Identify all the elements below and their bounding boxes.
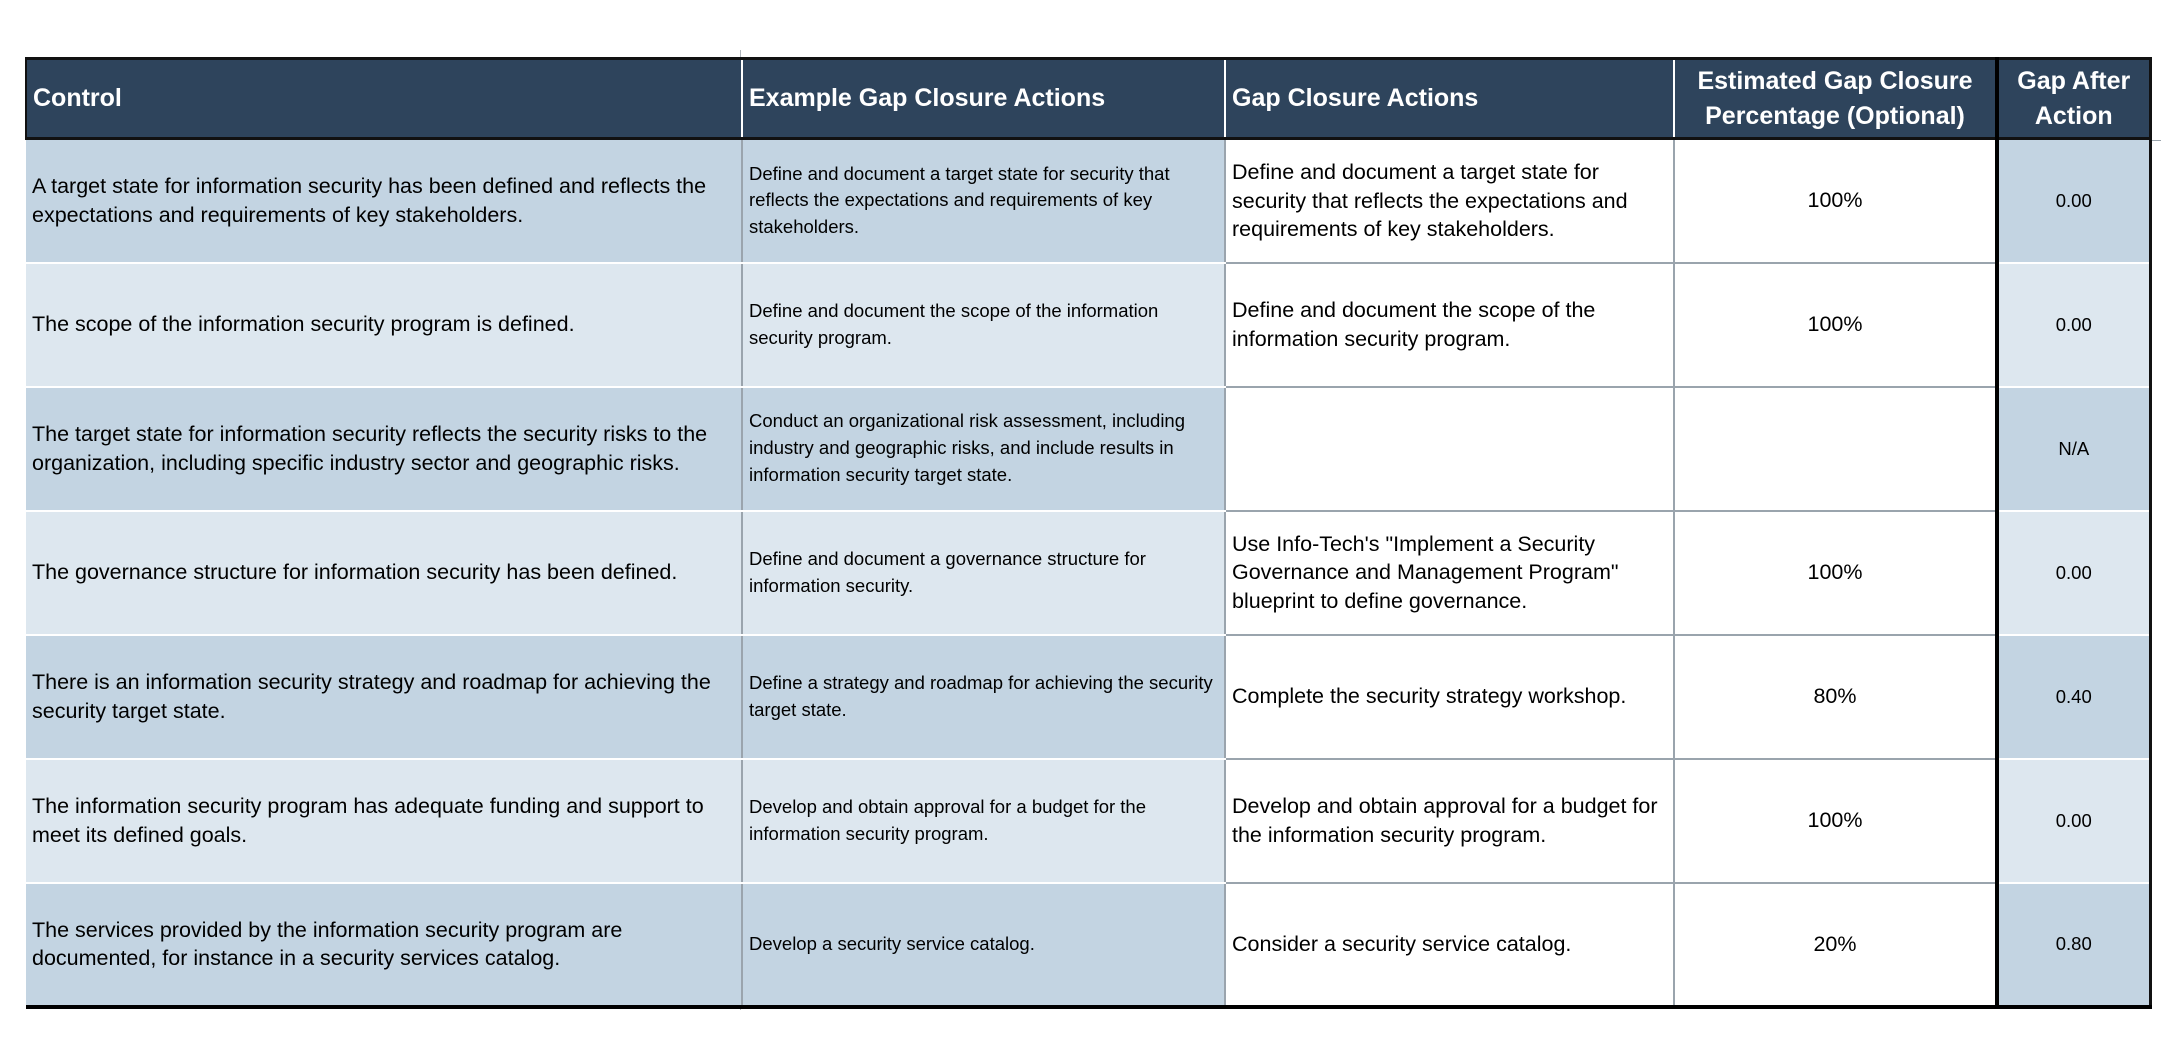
estimated-percentage-cell[interactable]: 100%	[1674, 759, 1997, 883]
table-row	[26, 883, 2150, 1007]
estimated-percentage-cell[interactable]: 100%	[1674, 511, 1997, 635]
control-cell[interactable]: There is an information security strategy and roadmap for achieving the security target state.	[26, 635, 742, 759]
gap-closure-action-cell[interactable]: Develop and obtain approval for a budget for the information security program.	[1225, 759, 1674, 883]
gap-closure-table	[25, 57, 2152, 1009]
header-row	[26, 59, 2150, 139]
table-row	[26, 139, 2150, 263]
table-row	[26, 387, 2150, 511]
header-estimated-percentage[interactable]: Estimated Gap Closure Percentage (Optional)	[1674, 59, 1997, 139]
estimated-percentage-cell[interactable]	[1674, 387, 1997, 511]
gap-after-action-cell[interactable]: 0.00	[1997, 139, 2150, 263]
gap-after-action-cell[interactable]: N/A	[1997, 387, 2150, 511]
control-cell[interactable]: The target state for information security reflects the security risks to the organization, including specific industry sector and geographic risks.	[26, 387, 742, 511]
example-action-cell[interactable]: Develop and obtain approval for a budget for the information security program.	[742, 759, 1225, 883]
header-gap-after-action[interactable]: Gap After Action	[1997, 59, 2150, 139]
estimated-percentage-cell[interactable]: 20%	[1674, 883, 1997, 1007]
control-cell[interactable]: A target state for information security has been defined and reflects the expectations and requirements of key stakeholders.	[26, 139, 742, 263]
control-cell[interactable]: The information security program has adequate funding and support to meet its defined goals.	[26, 759, 742, 883]
table-row	[26, 759, 2150, 883]
header-control[interactable]: Control	[26, 59, 742, 139]
gap-after-action-cell[interactable]: 0.00	[1997, 511, 2150, 635]
table-row	[26, 263, 2150, 387]
control-cell[interactable]: The governance structure for information security has been defined.	[26, 511, 742, 635]
estimated-percentage-cell[interactable]: 100%	[1674, 263, 1997, 387]
header-gap-closure-actions[interactable]: Gap Closure Actions	[1225, 59, 1674, 139]
example-action-cell[interactable]: Define a strategy and roadmap for achieving the security target state.	[742, 635, 1225, 759]
gap-closure-action-cell[interactable]: Consider a security service catalog.	[1225, 883, 1674, 1007]
example-action-cell[interactable]: Define and document a governance structure for information security.	[742, 511, 1225, 635]
table-row	[26, 635, 2150, 759]
gap-closure-action-cell[interactable]	[1225, 387, 1674, 511]
example-action-cell[interactable]: Develop a security service catalog.	[742, 883, 1225, 1007]
gap-closure-action-cell[interactable]: Define and document the scope of the information security program.	[1225, 263, 1674, 387]
estimated-percentage-cell[interactable]: 100%	[1674, 139, 1997, 263]
gap-closure-action-cell[interactable]: Complete the security strategy workshop.	[1225, 635, 1674, 759]
spreadsheet	[25, 57, 2149, 1009]
gap-closure-action-cell[interactable]: Define and document a target state for security that reflects the expectations and requirements of key stakeholders.	[1225, 139, 1674, 263]
example-action-cell[interactable]: Define and document the scope of the information security program.	[742, 263, 1225, 387]
gap-after-action-cell[interactable]: 0.80	[1997, 883, 2150, 1007]
header-example-actions[interactable]: Example Gap Closure Actions	[742, 59, 1225, 139]
example-action-cell[interactable]: Define and document a target state for security that reflects the expectations and requirements of key stakeholders.	[742, 139, 1225, 263]
gap-after-action-cell[interactable]: 0.40	[1997, 635, 2150, 759]
control-cell[interactable]: The services provided by the information security program are documented, for instance in a security services catalog.	[26, 883, 742, 1007]
control-cell[interactable]: The scope of the information security program is defined.	[26, 263, 742, 387]
table-row	[26, 511, 2150, 635]
gap-after-action-cell[interactable]: 0.00	[1997, 759, 2150, 883]
estimated-percentage-cell[interactable]: 80%	[1674, 635, 1997, 759]
gap-closure-action-cell[interactable]: Use Info-Tech's "Implement a Security Governance and Management Program" blueprint to define governance.	[1225, 511, 1674, 635]
gap-after-action-cell[interactable]: 0.00	[1997, 263, 2150, 387]
example-action-cell[interactable]: Conduct an organizational risk assessment, including industry and geographic risks, and include results in information security target state.	[742, 387, 1225, 511]
